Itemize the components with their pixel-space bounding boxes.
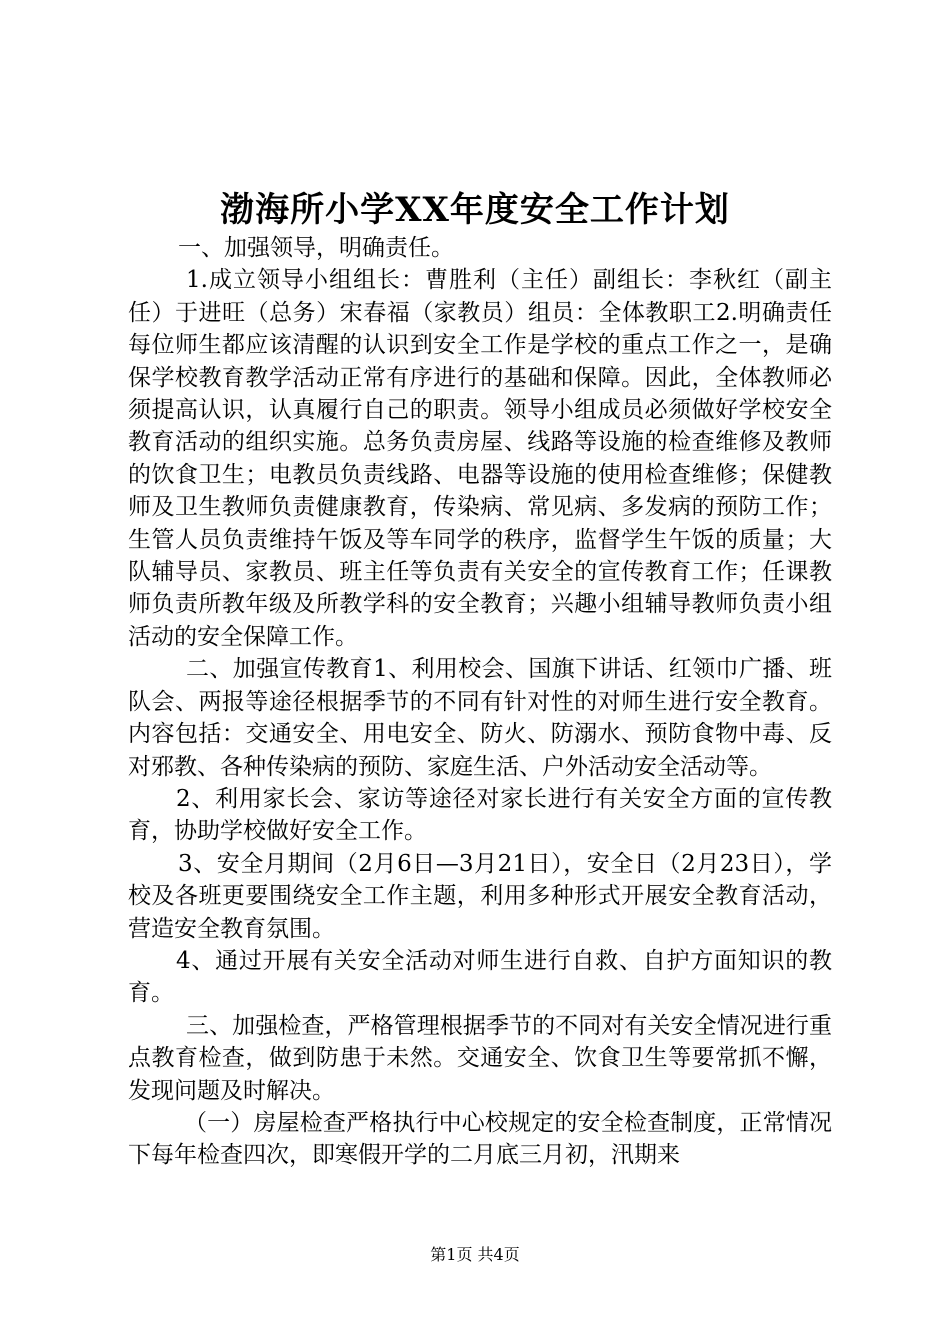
paragraph-self-rescue: 4、通过开展有关安全活动对师生进行自救、自护方面知识的教育。: [128, 947, 832, 1007]
paragraph-section-3-inspection: 三、加强检查，严格管理根据季节的不同对有关安全情况进行重点教育检查，做到防患于未然。交通安全、饮食卫生等要常抓不懈，发现问题及时解决。: [128, 1012, 832, 1104]
paragraph-leadership-group: 1.成立领导小组组长：曹胜利（主任）副组长：李秋红（副主任）于进旺（总务）宋春福（家教员）组员：全体教职工2.明确责任每位师生都应该清醒的认识到安全工作是学校的重点工作之一，是确保学校教育教学活动正常有序进行的基础和保障。因此，全体教师必须提高认识，认真履行自己的职责。领导小组成员必须做好学校安全教育活动的组织实施。总务负责房屋、线路等设施的检查维修及教师的饮食卫生；电教员负责线路、电器等设施的使用检查维修；保健教师及卫生教师负责健康教育，传染病、常见病、多发病的预防工作；生管人员负责维持午饭及等车同学的秩序，监督学生午饭的质量；大队辅导员、家教员、班主任等负责有关安全的宣传教育工作；任课教师负责所教年级及所教学科的安全教育；兴趣小组辅导教师负责小组活动的安全保障工作。: [128, 267, 832, 650]
paragraph-section-1-heading: 一、加强领导，明确责任。: [178, 235, 454, 261]
paragraph-safety-month: 3、安全月期间（2月6日—3月21日），安全日（2月23日），学校及各班更要围绕安全工作主题，利用多种形式开展安全教育活动，营造安全教育氛围。: [128, 850, 832, 942]
paragraph-building-inspection: （一）房屋检查严格执行中心校规定的安全检查制度，正常情况下每年检查四次，即寒假开学的二月底三月初，汛期来: [128, 1109, 832, 1169]
paragraph-section-2-publicity: 二、加强宣传教育1、利用校会、国旗下讲话、红领巾广播、班队会、两报等途径根据季节的不同有针对性的对师生进行安全教育。内容包括：交通安全、用电安全、防火、防溺水、预防食物中毒、反对邪教、各种传染病的预防、家庭生活、户外活动安全活动等。: [128, 656, 832, 780]
paragraph-parent-education: 2、利用家长会、家访等途径对家长进行有关安全方面的宣传教育，协助学校做好安全工作。: [128, 785, 832, 845]
document-title: 渤海所小学XX年度安全工作计划: [220, 190, 730, 230]
document-body: [128, 232, 832, 1172]
page-number-footer: 第1页 共4页: [430, 1245, 520, 1264]
